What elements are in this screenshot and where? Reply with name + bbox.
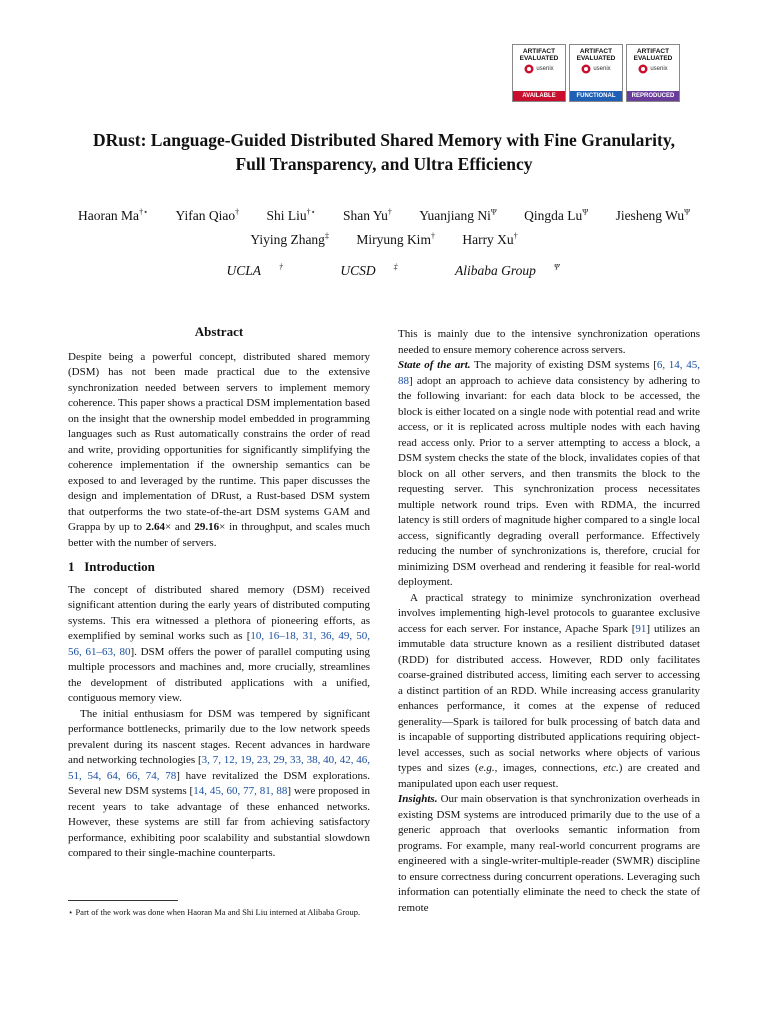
author: Harry Xu† [462, 231, 518, 247]
abstract-heading: Abstract [194, 324, 244, 339]
badge-status: REPRODUCED [627, 91, 679, 101]
usenix-icon [581, 64, 591, 74]
state-of-art-paragraph: State of the art. The majority of existing DSM systems [6, 14, 45, 88] adopt an approach to achieve data consistency by adhering to the following invariant: for each data block to be accessed, the block is either located on a single node with potential read and write access, or it is replicated across multiple nodes with each having read access only. Prior to a server attempting to access a block, a DSM system checks the state of the block, invalidates copies of that block on all other servers, and then transmits the block to the requesting server. This synchronization process necessitates multiple network round trips. Even with RDMA, the incurred latency is still orders of magnitude higher compared to a single local access, significantly degrading overall performance. Effectively reducing the number of synchronizations is, therefore, crucial for minimizing DSM overhead and rendering it feasible for real-world deployment. [398, 359, 700, 588]
left-column [68, 324, 370, 862]
intro-paragraph-1: The concept of distributed shared memory (DSM) received significant attention during the early years of distributed computing systems. This era witnessed a plethora of pioneering efforts, as exemplified by seminal works such as [10, 16–18, 31, 36, 49, 50, 56, 61–63, 80]. DSM offers the power of parallel computing using multiple processors and machines and, more crucially, streamlines the development of distributed applications with a unified, contiguous memory view. [68, 583, 370, 704]
paper-title [0, 128, 768, 176]
author: Yiying Zhang‡ [250, 231, 329, 247]
authors-row-1 [0, 207, 768, 224]
badge-line1: ARTIFACT [522, 48, 556, 55]
author: Haoran Ma†⋆ [77, 207, 149, 223]
badge-line2: EVALUATED [519, 55, 559, 62]
citation-link[interactable]: 91 [635, 622, 647, 635]
footnote [68, 900, 370, 918]
badge-line1: ARTIFACT [636, 48, 670, 55]
badge-functional [569, 44, 623, 102]
usenix-icon [638, 64, 648, 74]
usenix-logo [581, 64, 610, 74]
citation-link[interactable]: 10, 16–18, 31, 36, 49, 50, 56, 61–63, 80 [68, 630, 370, 658]
artifact-badges [512, 44, 680, 102]
citation-link[interactable]: 3, 7, 12, 19, 23, 29, 33, 38, 40, 42, 46, 51, 54, 64, 66, 74, 78 [68, 754, 370, 782]
abstract-text: Despite being a powerful concept, distributed shared memory (DSM) has not been made practical due to the extensive synchronization needed between servers to implement memory coherence. This paper shows a practical DSM implementation based on the insight that the ownership model embedded in programming languages such as Rust automatically constrains the order of read and write, providing opportunities for significantly simplifying the coherence implementation if the ownership semantics can be exposed to and leveraged by the runtime. This paper discusses the design and implementation of DRust, a Rust-based DSM system that outperforms the two state-of-the-art DSM systems GAM and Grappa by up to 2.64× and 29.16× in throughput, and scales much better with the number of servers. [68, 350, 370, 549]
badge-line2: EVALUATED [633, 55, 673, 62]
author: Qingda $Lu^\Psi$ [524, 207, 589, 223]
badge-available [512, 44, 566, 102]
badge-line1: ARTIFACT [579, 48, 613, 55]
author: Yifan Qiao† [175, 207, 240, 223]
footnote-rule [68, 900, 178, 901]
citation-link[interactable]: 6, 14, 45, 88 [398, 359, 700, 387]
affiliation: UCSD ‡ [340, 262, 398, 278]
strategy-paragraph: A practical strategy to minimize synchronization overhead involves implementing high-level protocols to guarantee exclusive access for each server. For instance, Apache Spark [91] utilizes an immutable data structure known as a resilient distributed dataset (RDD) for distributed access. However, RDD only facilitates coarse-grained distributed access, limiting each server to accessing a distinct partition of an RDD. While increasing access granularity enhances performance, it comes at the expense of reduced generality—Spark is tailored for bulk processing of batch data and is incapable of supporting distributed applications requiring object-level accesses, such as social networks where objects of various types and sizes (e.g., images, connections, etc.) are created and manipulated upon each user request. [398, 591, 700, 790]
usenix-logo [524, 64, 553, 74]
badge-org: usenix [650, 66, 668, 72]
intro-paragraph-2: The initial enthusiasm for DSM was tempered by significant performance bottlenecks, primarily due to the low network speeds prevalent during its nascent stages. Recent advances in hardware and networking technologies [3, 7, 12, 19, 23, 29, 33, 38, 40, 42, 46, 51, 54, 64, 66, 74, 78] have revitalized the DSM explorations. Several new DSM systems [14, 45, 60, 77, 81, 88] were proposed in recent years to take advantage of these enhanced networks. However, these systems are still far from achieving satisfactory performance, exhibiting poor scalability and substantial slowdown compared to their single-machine counterparts. [68, 707, 371, 859]
badge-status: FUNCTIONAL [570, 91, 622, 101]
author: Jiesheng $Wu^\Psi$ [615, 207, 691, 223]
affiliations [0, 262, 768, 279]
citation-link[interactable]: 14, 45, 60, 77, 81, 88 [193, 785, 288, 797]
title-line-1: DRust: Language-Guided Distributed Shared Memory with Fine Granularity, [92, 130, 676, 150]
badge-reproduced [626, 44, 680, 102]
authors-row-2 [0, 231, 768, 248]
author: Shi Liu†⋆ [266, 207, 316, 223]
badge-line2: EVALUATED [576, 55, 616, 62]
usenix-icon [524, 64, 534, 74]
insights-paragraph: Insights. Our main observation is that synchronization overheads in existing DSM systems are introduced primarily due to the use of a generic approach that overlooks semantic information from programs. For example, many real-world concurrent programs are engineered with a single-writer-multiple-reader (SWMR) discipline to ensure correctness during concurrent operations. Leveraging such information can potentially eliminate the need to check the state of remote [398, 793, 700, 914]
affiliation: Alibaba Group $^\Psi$ [455, 262, 560, 278]
right-paragraph-0: This is mainly due to the intensive synchronization operations needed to ensure memory coherence across servers. [398, 328, 700, 356]
badge-org: usenix [536, 66, 554, 72]
author: Shan Yu† [342, 207, 392, 223]
badge-org: usenix [593, 66, 611, 72]
footnote-text: ⋆ Part of the work was done when Haoran Ma and Shi Liu interned at Alibaba Group. [68, 907, 361, 917]
right-column [398, 327, 700, 916]
badge-status: AVAILABLE [513, 91, 565, 101]
affiliation: UCLA † [226, 262, 283, 278]
usenix-logo [638, 64, 667, 74]
section-heading-introduction: 1 Introduction [68, 559, 155, 574]
author: Yuanjiang $Ni^\Psi$ [419, 207, 497, 223]
title-line-2: Full Transparency, and Ultra Efficiency [235, 154, 533, 174]
author: Miryung Kim† [356, 231, 435, 247]
